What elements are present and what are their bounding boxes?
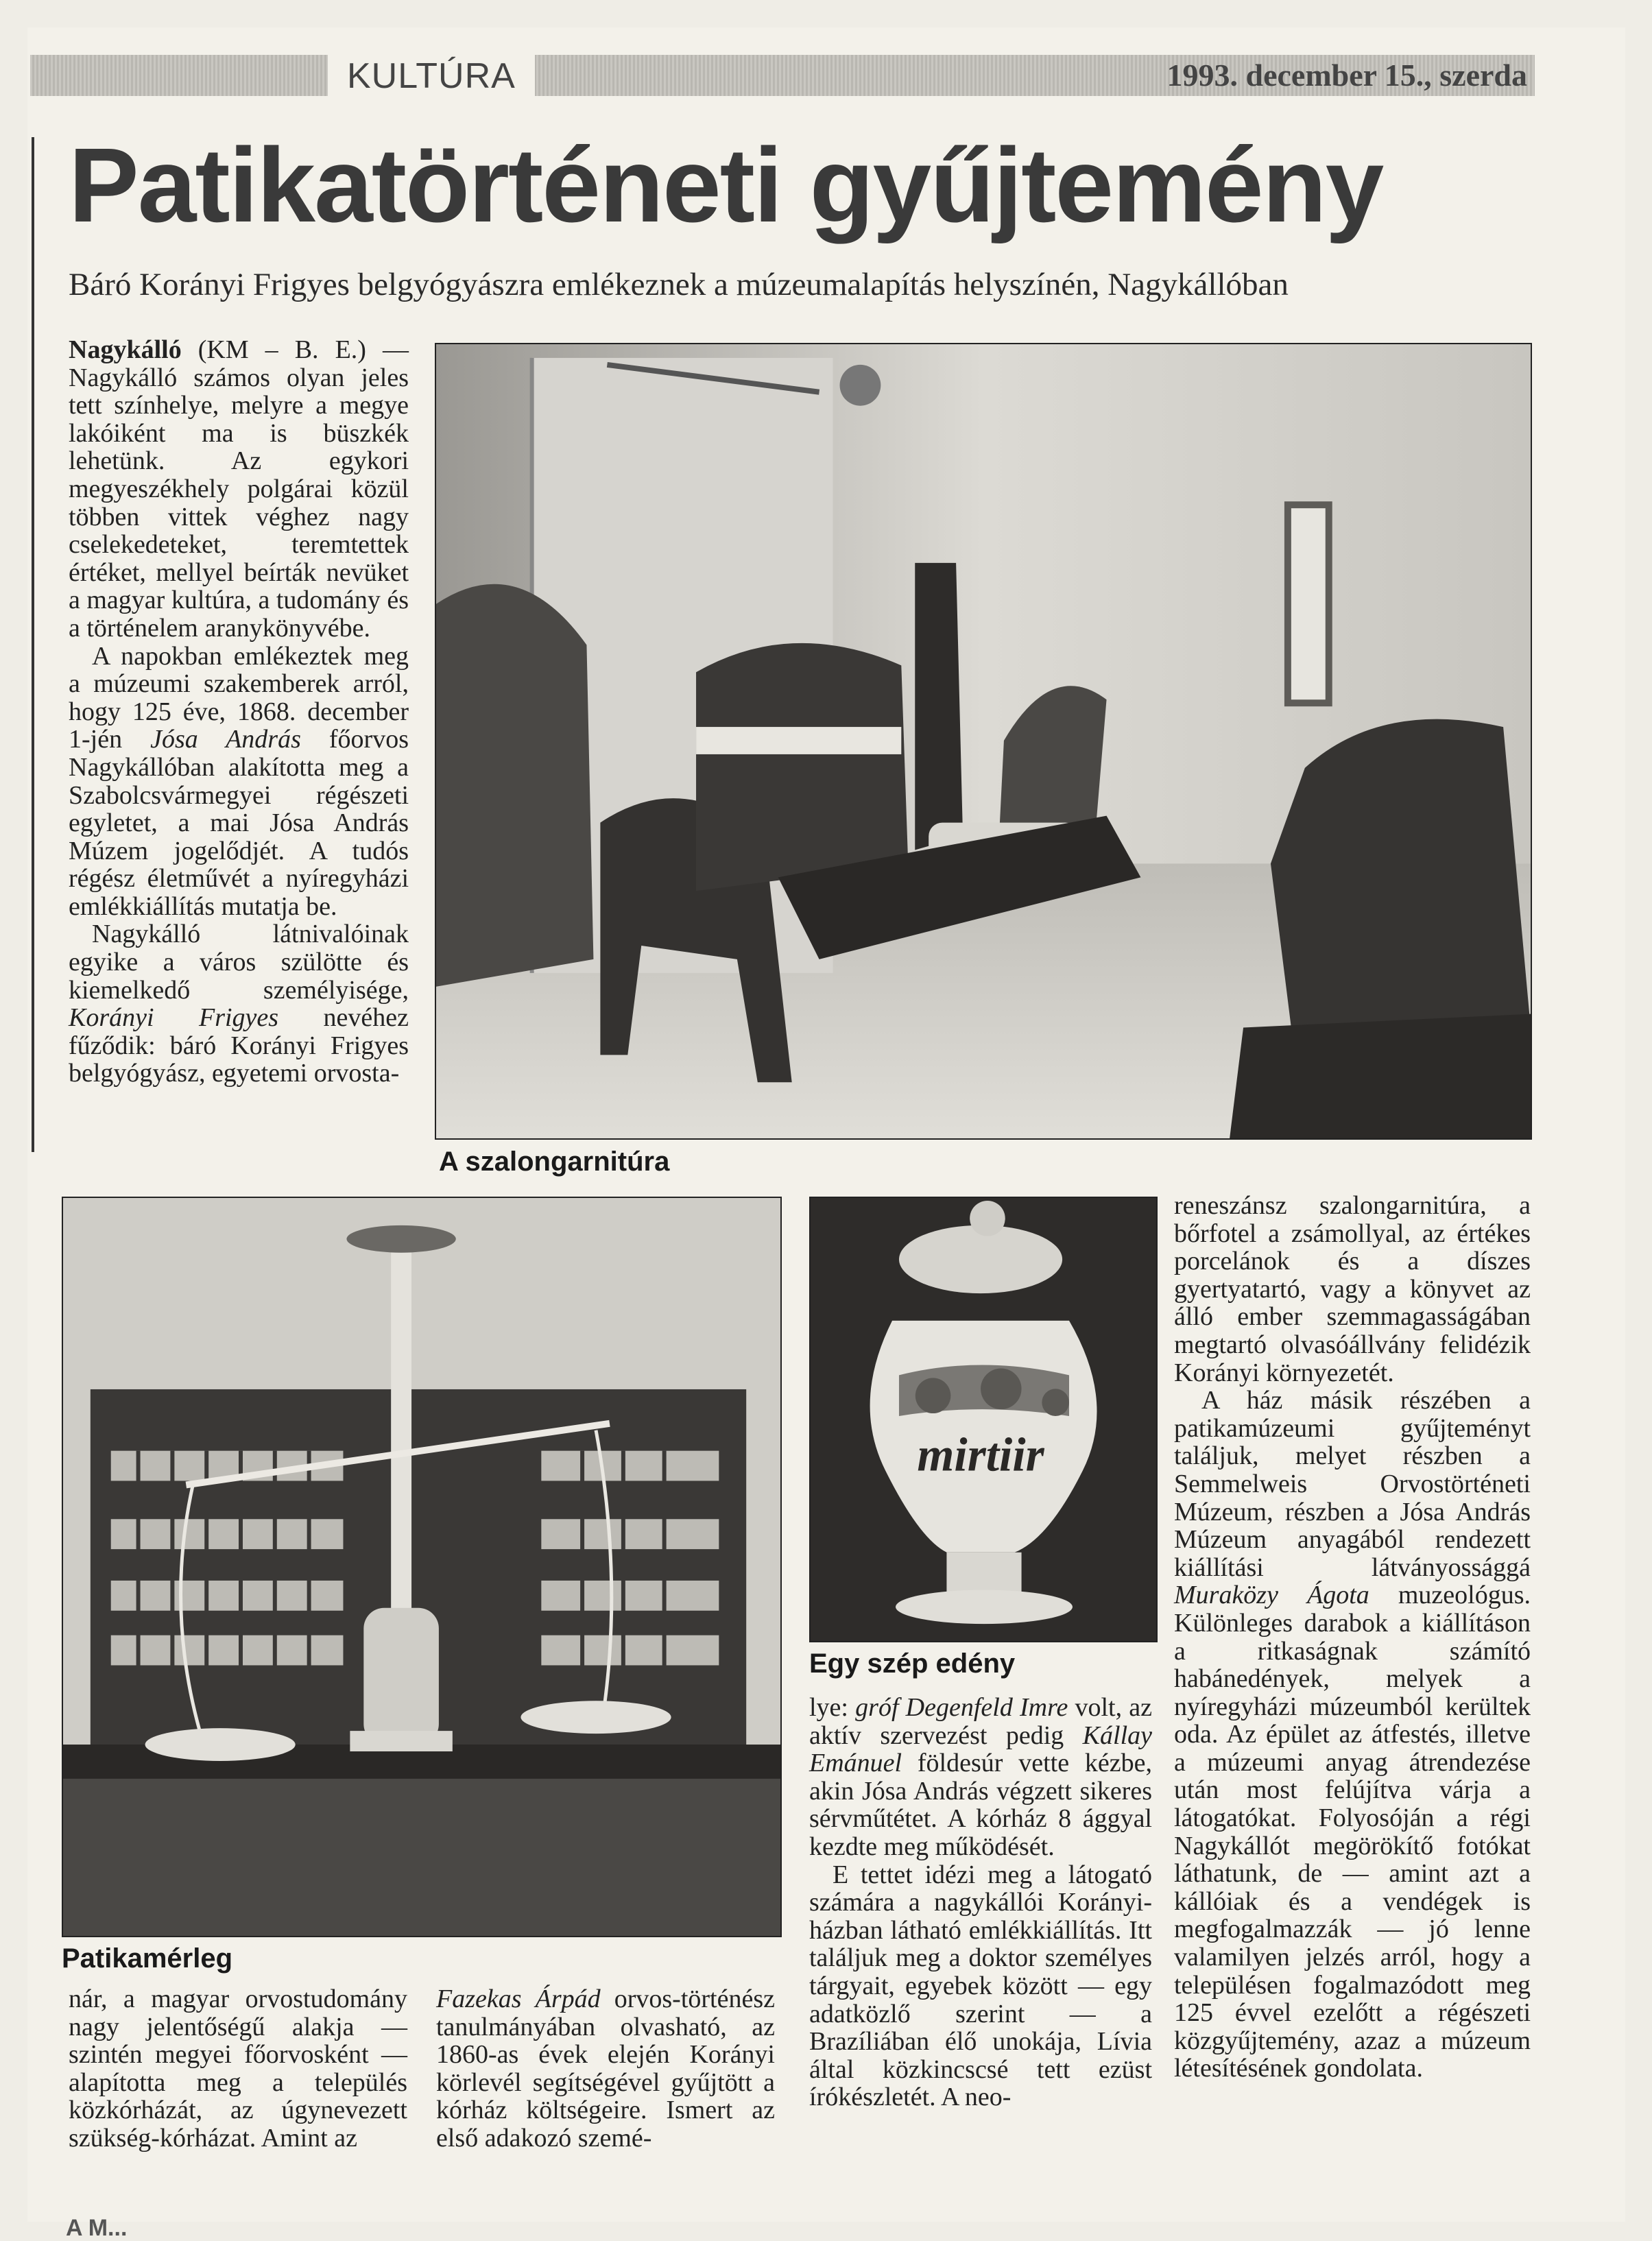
paragraph-text: A ház másik részében a patikamúzeumi gyűjteményt találjuk, melyet részben a Semmelweis Orvostörténeti Múzeum, részben a Jósa András Múzeum anyagából rendezett kiállítási látványossággá — [1174, 1386, 1531, 1582]
paragraph-text: volt, az aktív szervezést pedig — [809, 1693, 1153, 1750]
article-column-4 — [809, 1694, 1152, 2111]
article-column-3 — [436, 1985, 775, 2153]
person-name: Korányi Frigyes — [69, 1003, 279, 1033]
subheadline: Báró Korányi Frigyes belgyógyászra emlékeznek a múzeumalapítás helyszínén, Nagykállóban — [69, 267, 1289, 302]
salon-caption: A szalongarnitúra — [439, 1147, 670, 1177]
person-name: Muraközy Ágota — [1174, 1581, 1369, 1610]
paragraph: E tettet idézi meg a látogató számára a nagykállói Korányi-házban látható emlékkiállítás. Itt találjuk meg a doktor személyes tárgyait, egyebek között — egy adatközlő szerint — a Brazíliában élő unokája, Lívia által közkincscsé tett ezüst írókészletét. A neo- — [809, 1860, 1152, 2112]
article-column-5 — [1174, 1192, 1531, 2083]
paragraph-text: muzeológus. Különleges darabok a kiállításon a ritkaságnak számító habánedények, melyek a nyíregyházi múzeumból kerültek oda. Az épület az átfestés, illetve a múzeumi anyag átrendezése után most felújítva várja a látogatókat. Folyosóján a régi Nagykállót megörökítő fotókat láthatunk, de — amint azt a kállóiak és a vendégek is megfogalmazzák — jó lenne valamilyen jelzés arról, hogy a településen fogalmazódott meg 125 évvel ezelőtt a régészeti közgyűjtemény, azaz a múzeum létesítésének gondolata. — [1174, 1581, 1531, 2083]
paragraph — [69, 643, 409, 921]
paragraph-text: főorvos Nagykállóban alakította meg a Szabolcsvármegyei régészeti egyletet, a mai Jósa András Múzem jogelődjét. A tudós régész életművét a nyíregyházi emlékkiállítás mutatja be. — [69, 725, 409, 921]
paragraph — [809, 1694, 1152, 1861]
paragraph-text: A napokban emlékeztek meg a múzeumi szakemberek arról, hogy 125 éve, 1868. december 1-jén — [69, 641, 409, 754]
paragraph-text: nevéhez fűződik: báró Korányi Frigyes belgyógyász, egyetemi orvosta- — [69, 1003, 409, 1088]
column-rule — [32, 137, 34, 1152]
section-label: KULTÚRA — [328, 52, 535, 100]
issue-date: 1993. december 15., szerda — [1166, 58, 1527, 93]
paragraph: reneszánsz szalongarnitúra, a bőrfotel a zsámollyal, az értékes porcelánok és a díszes gyertyatartó, vagy a könyvet az álló ember szemmagasságában megtartó olvasóállvány felidézik Korányi környezetét. — [1174, 1191, 1531, 1387]
paragraph-text: lye: — [809, 1693, 856, 1722]
vessel-inscription: mirtiir — [917, 1428, 1044, 1482]
paragraph — [69, 920, 409, 1088]
dateline: Nagykálló — [69, 335, 182, 364]
paragraph — [69, 336, 409, 643]
paragraph-text: földesúr vette kézbe, akin Jósa András végzett sikeres sérvműtétet. A kórház 8 ággyal kezdte meg működését. — [809, 1749, 1152, 1861]
paragraph-text: Nagykálló látnivalóinak egyike a város szülötte és kiemelkedő személyisége, — [69, 920, 409, 1005]
paragraph-text: orvos-történész tanulmányában olvasható, az 1860-as évek elején Korányi körlevél segítségével gyűjtött a kórház költségeire. Ismert az első adakozó szemé- — [436, 1985, 775, 2153]
person-name: Jósa András — [150, 725, 301, 754]
paragraph: nár, a magyar orvostudomány nagy jelentőségű alakja — szintén megyei főorvosként — alapította meg a település közkórházát, az úgynevezett szükség-kórházat. Amint az — [69, 1985, 407, 2153]
scale-illustration — [63, 1198, 780, 1936]
paragraph — [436, 1985, 775, 2153]
paragraph — [1174, 1387, 1531, 2083]
article-column-1 — [69, 336, 409, 1088]
vessel-photo — [809, 1197, 1158, 1642]
paragraph-text: (KM – B. E.) — Nagykálló számos olyan jeles tett színhelye, melyre a megye lakóiként ma is büszkék lehetünk. Az egykori megyeszékhely polgárai közül többen vittek véghez nagy cselekedeteket, teremtettek értéket, mellyel beírták nevüket a magyar kultúra, a tudomány és a történelem aranykönyvébe. — [69, 335, 409, 643]
person-name: gróf Degenfeld Imre — [855, 1693, 1068, 1722]
vessel-illustration — [811, 1198, 1156, 1641]
headline: Patikatörténeti gyűjtemény — [69, 126, 1383, 244]
salon-photo — [435, 343, 1532, 1140]
person-name: Fazekas Árpád — [436, 1985, 601, 2013]
pharmacy-scale-photo — [62, 1197, 782, 1937]
salon-illustration — [436, 344, 1531, 1138]
cut-off-text-fragment: A M... — [66, 2215, 128, 2236]
pharmacy-scale-caption: Patikamérleg — [62, 1943, 233, 1974]
article-column-2 — [69, 1985, 407, 2153]
vessel-caption: Egy szép edény — [809, 1649, 1016, 1679]
person-name: Kállay Emánuel — [809, 1721, 1152, 1778]
